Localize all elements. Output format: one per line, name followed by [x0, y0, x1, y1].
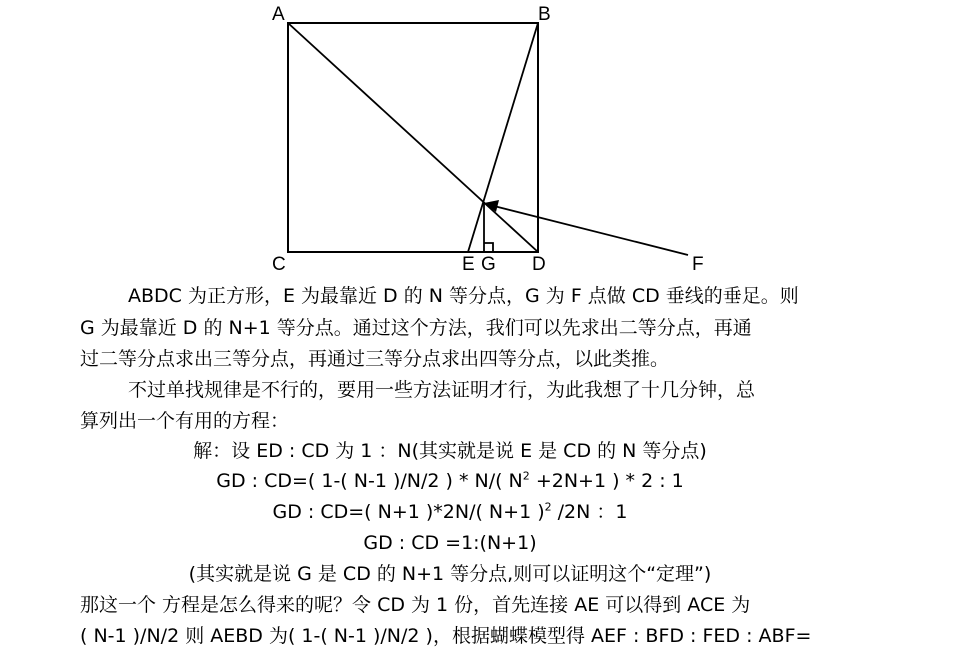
- equation-2: [0, 465, 900, 497]
- line-be: [468, 23, 538, 252]
- paragraph-2-line-2: 算列出一个有用的方程：: [80, 410, 290, 432]
- paragraph-3-line-1: 那这一个 方程是怎么得来的呢？令 CD 为 1 份，首先连接 AE 可以得到 ACE 为: [80, 594, 751, 616]
- diagonal-ad: [288, 23, 538, 252]
- pointer-line: [494, 206, 688, 255]
- equation-2-part-b: +2N+1 ) * 2 : 1: [529, 470, 684, 492]
- label-d: D: [532, 254, 546, 275]
- equation-4: GD : CD =1:(N+1): [363, 532, 537, 554]
- equation-3-part-a: GD : CD=( N+1 )*2N/( N+1 ): [272, 501, 545, 523]
- paragraph-3-line-2: ( N-1 )/N/2 则 AEBD 为( 1-( N-1 )/N/2 )，根据蝴蝶模型得 AEF : BFD : FED : ABF=: [80, 625, 812, 647]
- label-e: E: [462, 254, 475, 275]
- label-g: G: [481, 254, 496, 275]
- paragraph-1-line-3: 过二等分点求出三等分点，再通过三等分点求出四等分点，以此类推。: [80, 348, 670, 370]
- label-a: A: [272, 4, 285, 25]
- equation-3-part-b: /2N ：1: [551, 501, 628, 523]
- paragraph-1-line-1: ABDC 为正方形，E 为最靠近 D 的 N 等分点，G 为 F 点做 CD 垂线的垂足。则: [128, 285, 799, 307]
- paragraph-2-line-1: 不过单找规律是不行的，要用一些方法证明才行，为此我想了十几分钟，总: [128, 379, 756, 401]
- geometry-figure: [0, 0, 977, 280]
- paragraph-1-line-2: G 为最靠近 D 的 N+1 等分点。通过这个方法，我们可以先求出二等分点，再通: [80, 317, 752, 339]
- right-angle-mark: [484, 243, 493, 252]
- label-b: B: [538, 4, 551, 25]
- equation-2-exponent: 2: [522, 469, 530, 483]
- note-line: (其实就是说 G 是 CD 的 N+1 等分点,则可以证明这个“定理”): [188, 563, 712, 585]
- equation-2-part-a: GD : CD=( 1-( N-1 )/N/2 ) * N/( N: [216, 470, 523, 492]
- equation-3: [0, 496, 900, 528]
- equation-1: 解：设 ED : CD 为 1 ：N(其实就是说 E 是 CD 的 N 等分点): [193, 440, 707, 462]
- label-f: F: [692, 254, 704, 275]
- label-c: C: [272, 254, 286, 275]
- equation-3-exponent: 2: [544, 500, 552, 514]
